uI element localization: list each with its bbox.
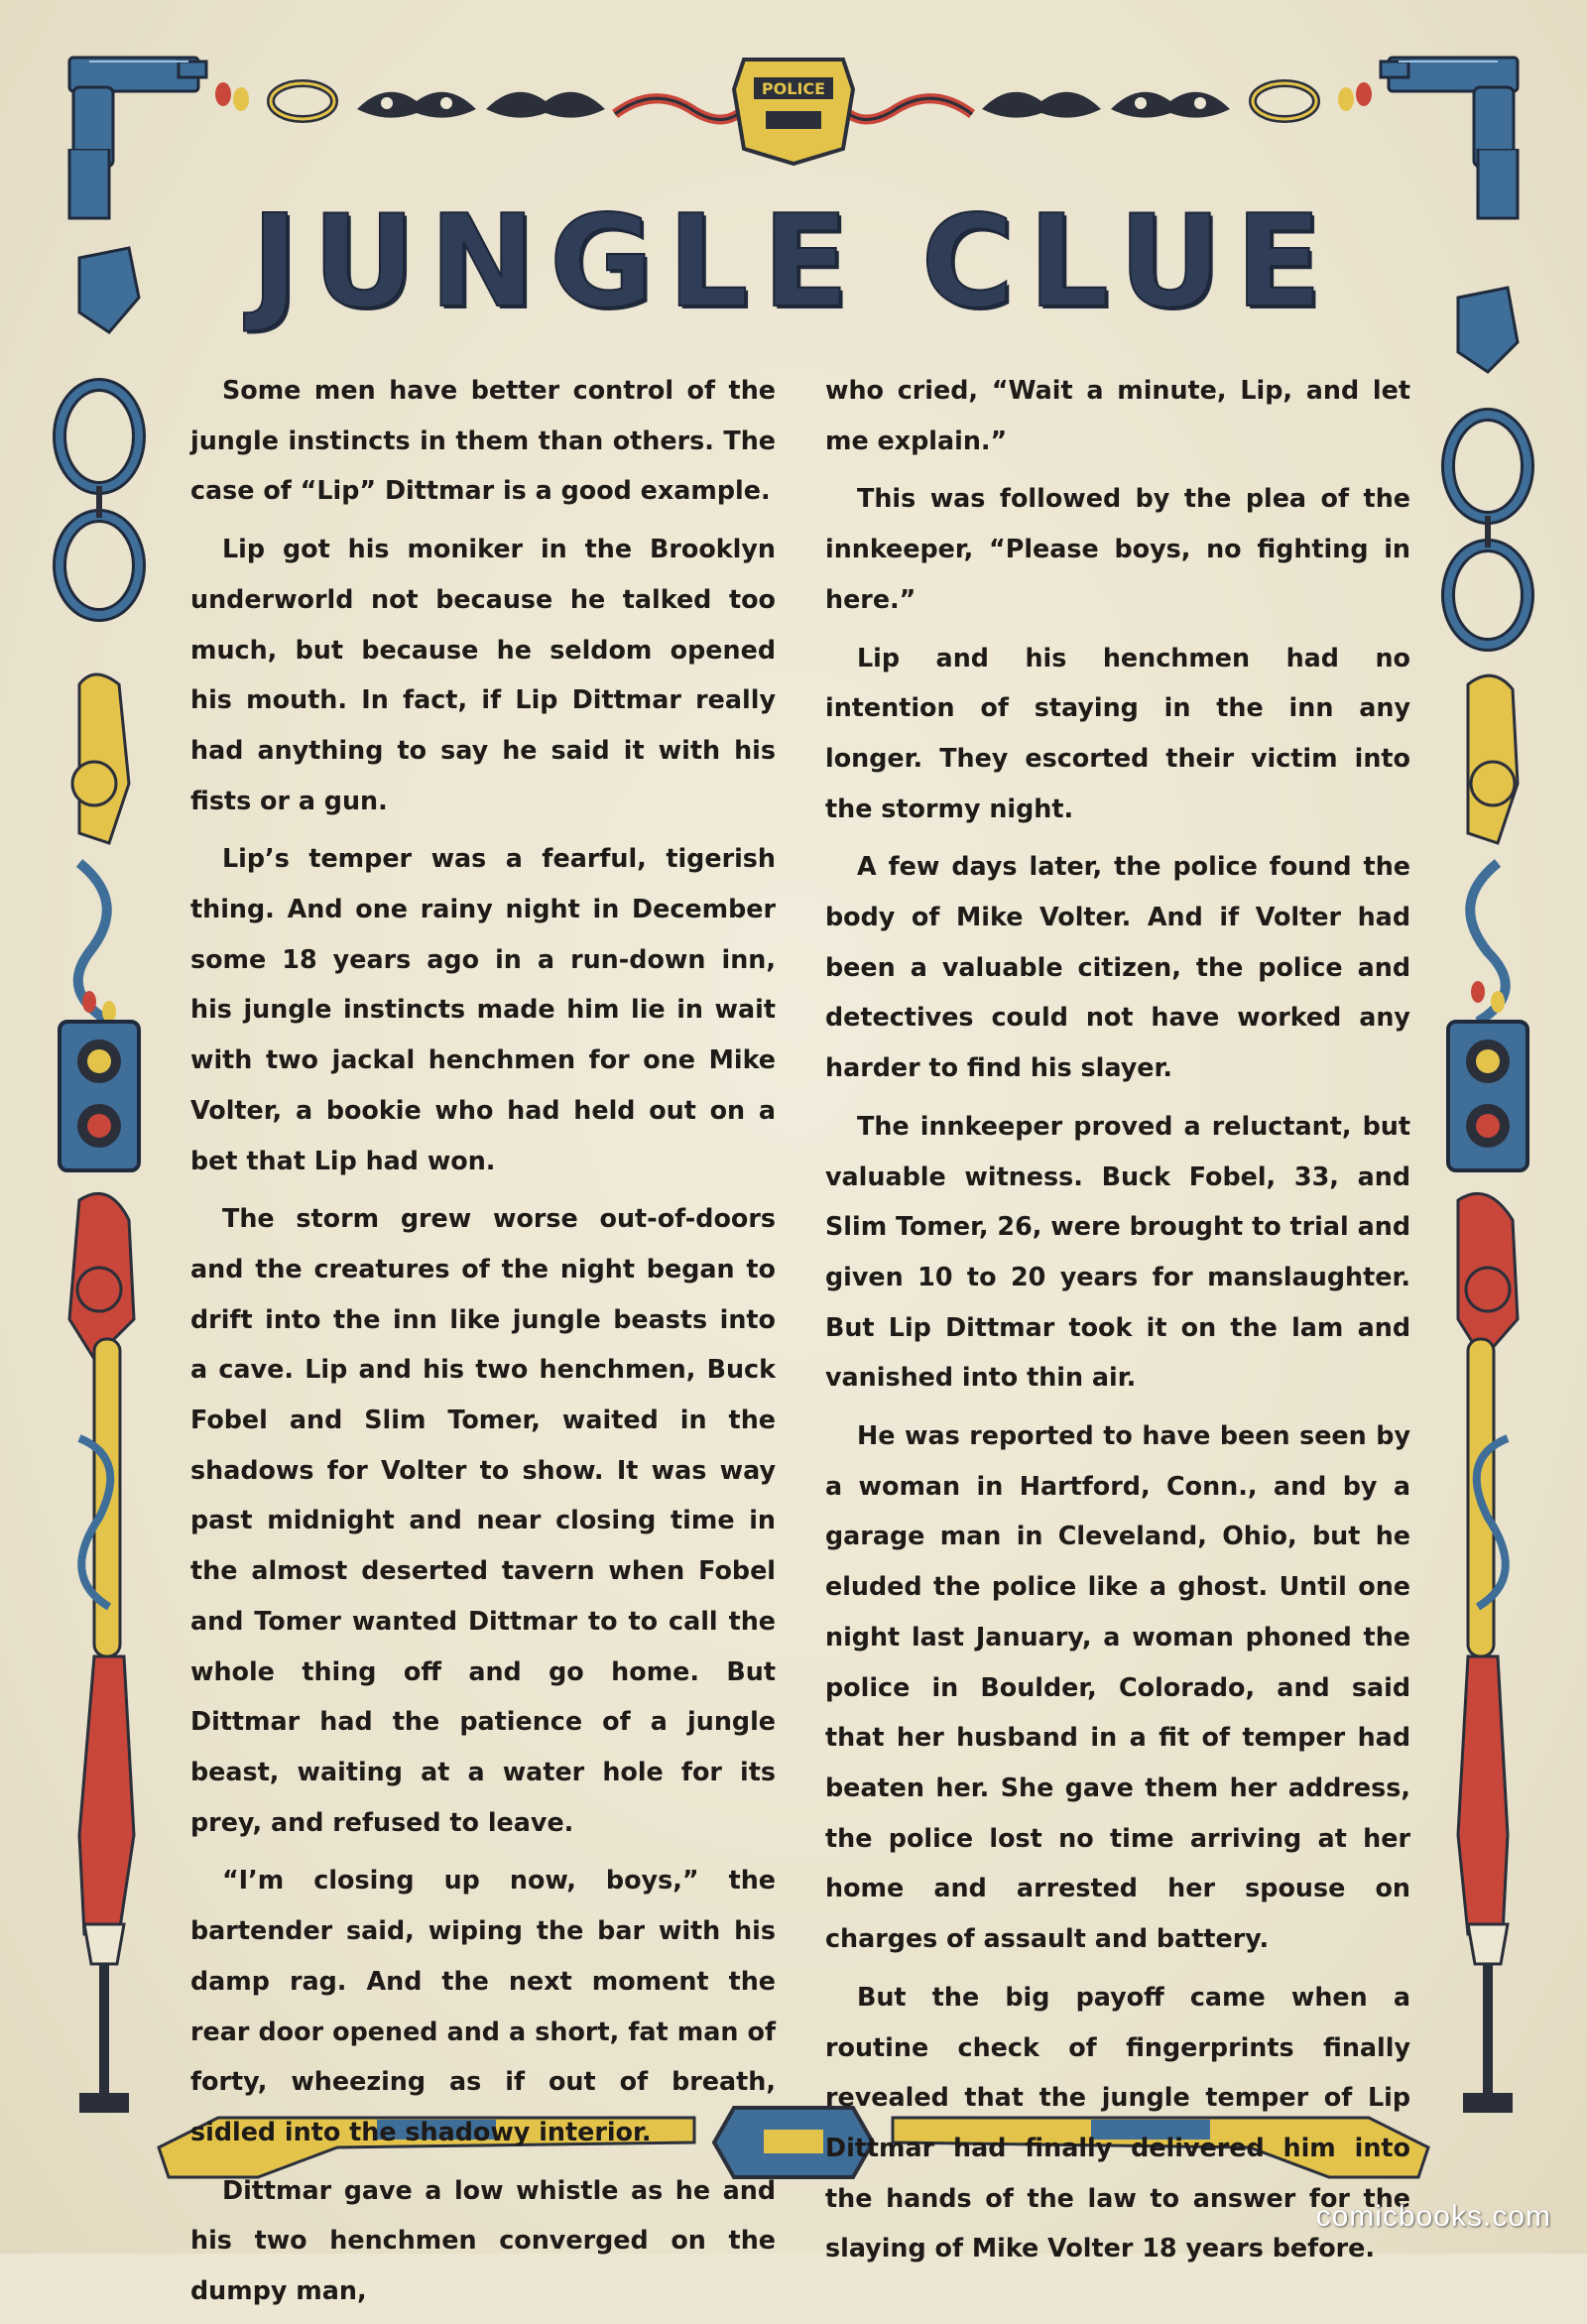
right-border-ornament bbox=[1428, 149, 1547, 2123]
revolver-icon bbox=[1468, 675, 1518, 843]
pistol-grip-icon bbox=[69, 149, 109, 218]
paragraph: This was followed by the plea of the innkeeper, “Please boys, no fighting in here.” bbox=[825, 483, 1410, 614]
right-text-column bbox=[825, 365, 1410, 2281]
paragraph: But the big payoff came when a routine check of fingerprints finally revealed that the jungle temper of Lip Dittmar had finally delivered him into the hands of the law to answer for the slaying of Mike Volter 18 years before. bbox=[825, 1981, 1410, 2263]
traffic-light-icon bbox=[1448, 1022, 1527, 1170]
badge-icon bbox=[1458, 288, 1518, 372]
top-border-ornament bbox=[60, 40, 1527, 169]
site-watermark: comicbooks.com bbox=[1315, 2200, 1551, 2233]
revolver-icon bbox=[72, 674, 129, 843]
handcuffs-icon bbox=[1448, 415, 1527, 645]
svg-text:POLICE: POLICE bbox=[761, 79, 826, 98]
paragraph: A few days later, the police found the body of Mike Volter. And if Volter had been a valuable citizen, the police and detectives could not have worked any harder to find his slayer. bbox=[825, 851, 1410, 1083]
revolver-icon bbox=[1458, 1193, 1518, 1359]
rifle-icon bbox=[1458, 1656, 1508, 1934]
paragraph: Dittmar gave a low whistle as he and his two henchmen converged on the dumpy man, bbox=[190, 2174, 776, 2306]
paragraph: Some men have better control of the jungle instincts in them than others. The case of “Lip” Dittmar is a good example. bbox=[190, 375, 776, 506]
bullets-icon bbox=[1471, 981, 1505, 1013]
paragraph: “I’m closing up now, boys,” the bartender said, wiping the bar with his damp rag. And the next moment the rear door opened and a short, fat man of forty, wheezing as if out of breath, sidled into the shadowy interior. bbox=[190, 1865, 776, 2146]
story-title: JUNGLE CLUE bbox=[251, 188, 1336, 336]
handcuffs-icon bbox=[60, 385, 139, 615]
nightstick-icon bbox=[1468, 1339, 1508, 1656]
traffic-light-icon bbox=[60, 1022, 139, 1170]
paragraph: Lip and his henchmen had no intention of staying in the inn any longer. They escorted their victim into the stormy night. bbox=[825, 642, 1410, 823]
police-badge-icon bbox=[734, 60, 853, 164]
paragraph: Lip got his moniker in the Brooklyn underworld not because he talked too much, but because he seldom opened his mouth. In fact, if Lip Dittmar really had anything to say he said it with his fists or a gun. bbox=[190, 534, 776, 815]
lamp-post-icon bbox=[1463, 1924, 1513, 2113]
pistol-grip-icon bbox=[1478, 149, 1518, 218]
rifle-icon bbox=[79, 1656, 134, 1934]
paragraph: Lip’s temper was a fearful, tigerish thing. And one rainy night in December some 18 years ago in a run-down inn, his jungle instincts made him lie in wait with two jackal henchmen for one Mike Volter, a bookie who had held out on a bet that Lip had won. bbox=[190, 843, 776, 1175]
paragraph-continuation: who cried, “Wait a minute, Lip, and let me explain.” bbox=[825, 375, 1410, 455]
lamp-post-icon bbox=[79, 1924, 129, 2113]
left-border-ornament bbox=[40, 149, 159, 2123]
nightstick-icon bbox=[79, 1339, 120, 1656]
paragraph: He was reported to have been seen by a woman in Hartford, Conn., and by a garage man in Cleveland, Ohio, but he eluded the police like a ghost. Until one night last January, a woman phoned the police in Boulder, Colorado, and said that her husband in a fit of temper had beaten her. She gave them her address, the police lost no time arriving at her home and arrested her spouse on charges of assault and battery. bbox=[825, 1420, 1410, 1954]
left-text-column bbox=[190, 365, 776, 2324]
badge-icon bbox=[79, 248, 139, 332]
paragraph: The innkeeper proved a reluctant, but valuable witness. Buck Fobel, 33, and Slim Tomer, 26, were brought to trial and given 10 to 20 years for manslaughter. But Lip Dittmar took it on the lam and vanished into thin air. bbox=[825, 1110, 1410, 1393]
revolver-icon bbox=[69, 1193, 134, 1359]
paragraph: The storm grew worse out-of-doors and the creatures of the night began to drift into the inn like jungle beasts into a cave. Lip and his two henchmen, Buck Fobel and Slim Tomer, waited in the shadows for Volter to show. It was way past midnight and near closing time in the almost deserted tavern when Fobel and Tomer wanted Dittmar to to call the whole thing off and go home. But Dittmar had the patience of a jungle beast, waiting at a water hole for its prey, and refused to leave. bbox=[190, 1203, 776, 1837]
